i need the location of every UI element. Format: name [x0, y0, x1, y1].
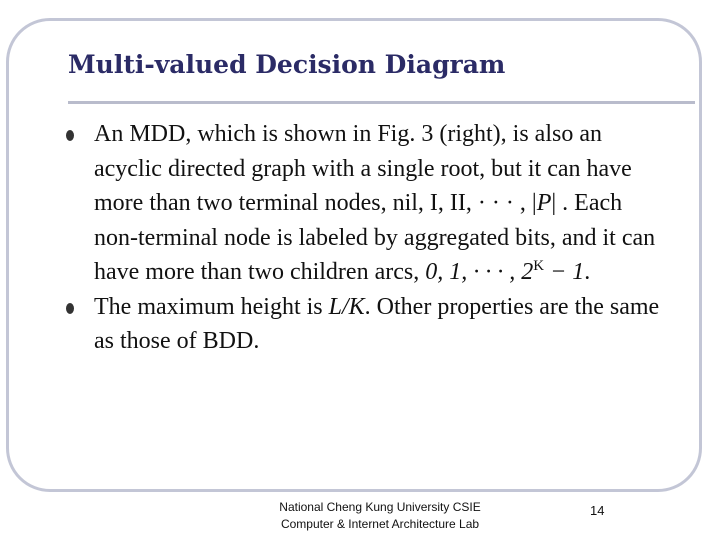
bullet-list	[66, 117, 666, 359]
bullet-text: The maximum height is	[94, 293, 329, 320]
bullet-text-italic: 0, 1, · · · , 2	[425, 259, 534, 285]
page-number: 14	[590, 503, 605, 518]
bullet-text: | . Each non-terminal node is labeled by aggregated bits, and it can have more than two children arcs,	[94, 190, 656, 285]
bullet-text: . Other properties are the same as those of BDD.	[94, 293, 660, 354]
footer-line-university: National Cheng Kung University CSIE	[279, 500, 481, 514]
bullet-text-italic: P	[536, 190, 552, 216]
footer-line-lab: Computer & Internet Architecture Lab	[280, 517, 480, 531]
bullet-dot-icon	[66, 303, 74, 314]
footer	[240, 499, 520, 533]
bullet-text: An MDD, which is shown in Fig. 3 (right), is also an acyclic directed graph with a single root, but it can have more than two terminal nodes, nil, I, II, · · · , |	[94, 121, 632, 216]
title-underline	[68, 101, 695, 104]
bullet-text-italic: L/K	[328, 293, 365, 320]
slide-title: Multi-valued Decision Diagram	[68, 50, 506, 79]
bullet-item-max-height	[66, 290, 666, 359]
bullet-text: .	[584, 259, 591, 285]
bullet-text-italic: − 1	[544, 259, 585, 285]
superscript: K	[533, 258, 545, 274]
bullet-dot-icon	[66, 130, 74, 141]
bullet-item-mdd-definition	[66, 117, 666, 290]
